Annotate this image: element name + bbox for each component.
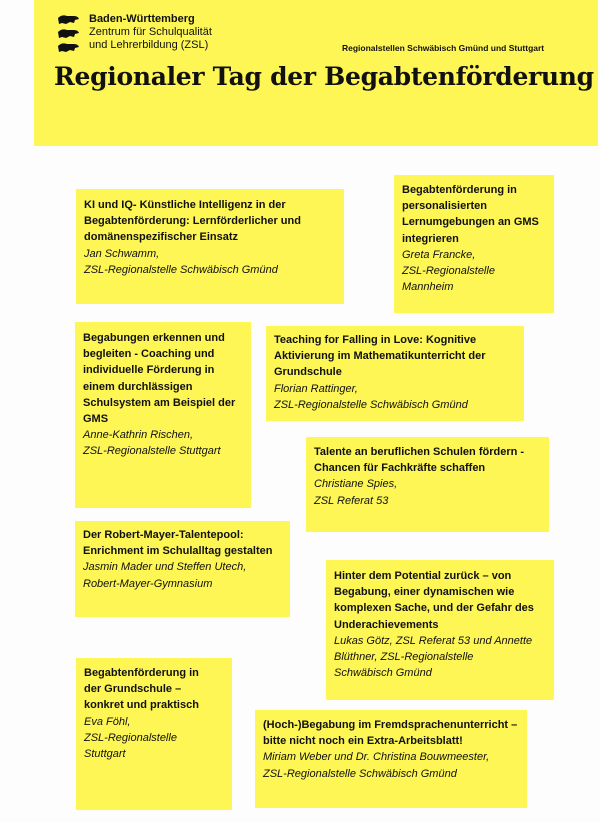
session-card-ki-iq xyxy=(76,189,344,304)
session-author: Eva Föhl, xyxy=(84,715,131,728)
region-label: Regionalstellen Schwäbisch Gmünd und Stuttgart xyxy=(342,43,545,53)
org-line-1: Baden-Württemberg xyxy=(89,13,195,25)
three-lions-coat-of-arms-icon xyxy=(56,12,80,56)
session-card-personalisierte-lernumgebungen xyxy=(394,175,554,313)
session-card-robert-mayer-talentepool xyxy=(75,521,290,617)
session-affiliation: ZSL-Regionalstelle Stuttgart xyxy=(84,731,177,761)
session-author: Greta Francke, xyxy=(402,248,476,261)
org-line-3: und Lehrerbildung (ZSL) xyxy=(89,39,209,51)
page-title: Regionaler Tag der Begabtenförderung xyxy=(54,62,594,91)
session-author: Christiane Spies, xyxy=(314,478,398,491)
org-line-2: Zentrum für Schulqualität xyxy=(89,26,212,38)
session-author: Lukas Götz, ZSL Referat 53 und Annette Blüthner, ZSL-Regionalstelle xyxy=(334,634,533,664)
session-title: Talente an beruflichen Schulen fördern - Chancen für Fachkräfte schaffen xyxy=(314,446,525,475)
session-affiliation: ZSL-Regionalstelle Stuttgart xyxy=(83,445,221,458)
session-author: Jasmin Mader und Steffen Utech, xyxy=(83,561,247,574)
session-affiliation: ZSL-Regionalstelle Schwäbisch Gmünd xyxy=(84,263,278,276)
session-card-begabtenfoerderung-grundschule xyxy=(76,658,232,810)
session-title: (Hoch-)Begabung im Fremdsprachenunterricht – bitte nicht noch ein Extra-Arbeitsblatt! xyxy=(263,719,518,748)
session-title: Teaching for Falling in Love: Kognitive Aktivierung im Mathematikunterricht der Grundschule xyxy=(274,334,486,379)
session-card-teaching-for-falling-in-love xyxy=(266,326,524,421)
session-title: Hinter dem Potential zurück – von Begabung, einer dynamischen wie komplexen Sache, und der Gefahr des Underachievements xyxy=(334,570,534,631)
session-affiliation: ZSL-Regionalstelle Schwäbisch Gmünd xyxy=(263,767,457,780)
session-author: Miriam Weber und Dr. Christina Bouwmeester, xyxy=(263,751,490,764)
organization-name xyxy=(89,13,212,52)
session-affiliation: Schwäbisch Gmünd xyxy=(334,667,432,680)
session-title: Begabtenförderung in der Grundschule – konkret und praktisch xyxy=(84,667,199,712)
session-card-fremdsprachenunterricht xyxy=(255,710,527,808)
session-affiliation: ZSL Referat 53 xyxy=(314,494,389,507)
session-title: KI und IQ- Künstliche Intelligenz in der Begabtenförderung: Lernförderlicher und domänenspezifischer Einsatz xyxy=(84,199,301,244)
session-affiliation: ZSL-Regionalstelle Schwäbisch Gmünd xyxy=(274,398,468,411)
session-author: Florian Rattinger, xyxy=(274,382,358,395)
session-affiliation: Robert-Mayer-Gymnasium xyxy=(83,577,213,590)
session-title: Begabungen erkennen und begleiten - Coaching und individuelle Förderung in einem durchlässigen Schulsystem am Beispiel der GMS xyxy=(83,332,236,426)
session-author: Anne-Kathrin Rischen, xyxy=(83,429,194,442)
session-author: Jan Schwamm, xyxy=(84,247,160,260)
session-card-talente-berufliche-schulen xyxy=(306,437,549,532)
session-affiliation: ZSL-Regionalstelle Mannheim xyxy=(402,265,495,294)
session-title: Der Robert-Mayer-Talentepool: Enrichment im Schulalltag gestalten xyxy=(83,529,273,558)
session-card-underachievement xyxy=(326,560,554,700)
session-card-begabungen-erkennen xyxy=(75,322,251,508)
session-title: Begabtenförderung in personalisierten Lernumgebungen an GMS integrieren xyxy=(402,184,539,245)
